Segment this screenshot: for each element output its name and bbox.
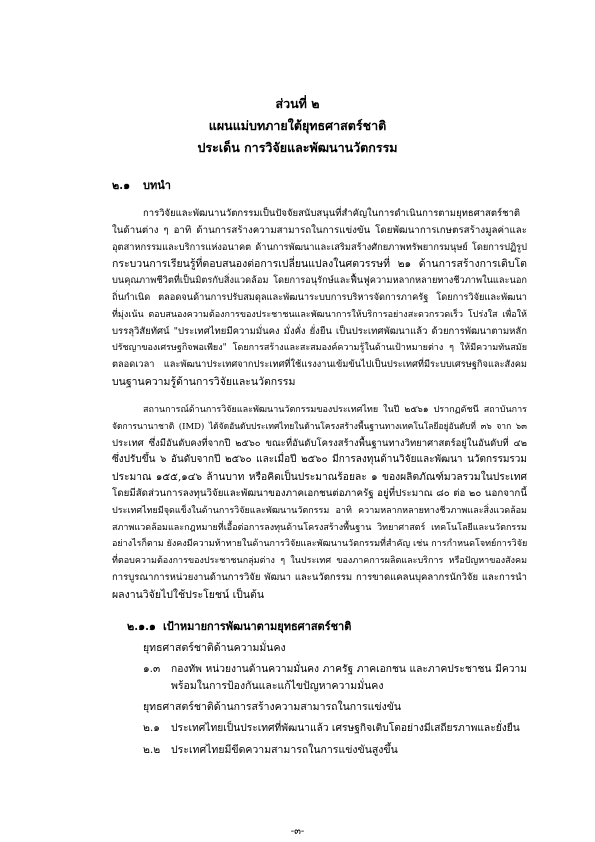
paragraph-line: ที่มุ่งเน้น ตอบสนองความต้องการของประชาชนและพัฒนาการให้บริการอย่างสะดวกรวดเร็ว โปร่งใส เพื่อให้ bbox=[112, 309, 527, 320]
document-title: แผนแม่บทภายใต้ยุทธศาสตร์ชาติ bbox=[208, 118, 387, 133]
section-number: ๒.๑ bbox=[112, 179, 131, 192]
paragraph-line: ในด้านต่าง ๆ อาทิ ด้านการสร้างความสามารถในการแข่งขัน โดยพัฒนาการเกษตรสร้างมูลค่าและ bbox=[112, 224, 527, 236]
page-number: -๓- bbox=[290, 826, 305, 837]
paragraph-line: การวิจัยและพัฒนานวัตกรรมเป็นปัจจัยสนับสนุนที่สำคัญในการดำเนินการตามยุทธศาสตร์ชาติ bbox=[143, 208, 521, 219]
strategy-heading: ยุทธศาสตร์ชาติด้านความมั่นคง bbox=[143, 642, 286, 654]
section-title: บทนำ bbox=[143, 179, 171, 192]
paragraph-line: กระบวนการเรียนรู้ที่ตอบสนองต่อการเปลี่ยนแปลงในศตวรรษที่ ๒๑ ด้านการสร้างการเติบโต bbox=[112, 258, 527, 271]
paragraph-line: บนคุณภาพชีวิตที่เป็นมิตรกับสิ่งแวดล้อม โดยการอนุรักษ์และฟื้นฟูความหลากหลายทางชีวภาพในและนอก bbox=[112, 275, 527, 287]
paragraph-line: การบูรณาการหน่วยงานด้านการวิจัย พัฒนา และนวัตกรรม การขาดแคลนบุคลากรนักวิจัย และการนำ bbox=[112, 571, 527, 583]
target-line: กองทัพ หน่วยงานด้านความมั่นคง ภาครัฐ ภาคเอกชน และภาคประชาชน มีความ bbox=[171, 663, 527, 675]
paragraph-line: ประมาณ ๑๕๕,๑๔๖ ล้านบาท หรือคิดเป็นประมาณร้อยละ ๑ ของผลิตภัณฑ์มวลรวมในประเทศ bbox=[112, 471, 527, 484]
target-line: พร้อมในการป้องกันและแก้ไขปัญหาความมั่นคง bbox=[171, 679, 384, 692]
paragraph-line: บนฐานความรู้ด้านการวิจัยและนวัตกรรม bbox=[112, 375, 296, 388]
paragraph-line: ผลงานวิจัยไปใช้ประโยชน์ เป็นต้น bbox=[112, 588, 264, 601]
target-number: ๒.๑ bbox=[143, 722, 160, 734]
strategy-heading: ยุทธศาสตร์ชาติด้านการสร้างความสามารถในการแข่งขัน bbox=[143, 701, 402, 713]
section-heading bbox=[112, 177, 527, 194]
paragraph-line: จัดการนานาชาติ (IMD) ได้จัดอันดับประเทศไทยในด้านโครงสร้างพื้นฐานทางเทคโนโลยีอยู่อันดับที่ ๓๖ จาก ๖๓ bbox=[112, 421, 527, 432]
paragraph-line: ประเทศ ซึ่งมีอันดับคงที่จากปี ๒๕๖๐ ขณะที่อันดับโครงสร้างพื้นฐานทางวิทยาศาสตร์อยู่ในอันดับที่ ๔๒ bbox=[112, 437, 527, 449]
target-item bbox=[143, 742, 527, 759]
target-line: ประเทศไทยมีขีดความสามารถในการแข่งขันสูงขึ้น bbox=[171, 744, 398, 756]
target-number: ๒.๒ bbox=[143, 744, 161, 756]
document-subtitle: ประเด็น การวิจัยและพัฒนานวัตกรรม bbox=[197, 140, 398, 155]
paragraph-line: ถิ่นกำเนิด ตลอดจนด้านการปรับสมดุลและพัฒนาระบบการบริหารจัดการภาครัฐ โดยการวิจัยและพัฒนา bbox=[112, 291, 527, 303]
part-label: ส่วนที่ ๒ bbox=[275, 96, 320, 111]
paragraph-line: ประเทศไทยมีจุดแข็งในด้านการวิจัยและพัฒนานวัตกรรม อาทิ ความหลากหลายทางชีวภาพและสิ่งแวดล้อม bbox=[112, 505, 527, 516]
target-item bbox=[143, 661, 527, 695]
subsection-title: เป้าหมายการพัฒนาตามยุทธศาสตร์ชาติ bbox=[163, 620, 352, 633]
paragraph-line: ตลอดเวลา และพัฒนาประเทศจากประเทศที่ใช้แรงงานเข้มข้นไปเป็นประเทศที่มีระบบเศรษฐกิจและสังคม bbox=[112, 359, 527, 371]
subsection-number: ๒.๑.๑ bbox=[127, 620, 156, 633]
paragraph-line: บรรลุวิสัยทัศน์ "ประเทศไทยมีความมั่นคง มั่งคั่ง ยั่งยืน เป็นประเทศพัฒนาแล้ว ด้วยการพัฒนาตามหลัก bbox=[112, 325, 527, 337]
target-item bbox=[143, 720, 527, 737]
paragraph-line: ที่ตอบความต้องการของประชาชนกลุ่มต่าง ๆ ในประเทศ ของภาคการผลิตและบริการ หรือปัญหาของสังคม bbox=[112, 556, 527, 567]
paragraph-line: สถานการณ์ด้านการวิจัยและพัฒนานวัตกรรมของประเทศไทย ในปี ๒๕๖๑ ปรากฏดัชนี สถาบันการ bbox=[143, 405, 527, 415]
paragraph bbox=[112, 402, 527, 604]
paragraph-line: ซึ่งปรับขึ้น ๖ อันดับจากปี ๒๕๖๐ และเมื่อปี ๒๕๖๐ มีการลงทุนด้านวิจัยและพัฒนา นวัตกรรมรวม bbox=[112, 454, 527, 466]
paragraph-line: อุตสาหกรรมและบริการแห่งอนาคต ด้านการพัฒนาและเสริมสร้างศักยภาพทรัพยากรมนุษย์ โดยการปฏิรูป bbox=[112, 241, 527, 253]
paragraph-line: ปรัชญาของเศรษฐกิจพอเพียง" โดยการสร้างและสะสมองค์ความรู้ในด้านเป้าหมายต่าง ๆ ให้มีความทันสมัย bbox=[112, 343, 527, 354]
paragraph-line: โดยมีสัดส่วนการลงทุนวิจัยและพัฒนาของภาคเอกชนต่อภาครัฐ อยู่ที่ประมาณ ๘๐ ต่อ ๒๐ นอกจากนี้ bbox=[112, 487, 527, 499]
paragraph-line: สภาพแวดล้อมและกฎหมายที่เอื้อต่อการลงทุนด้านโครงสร้างพื้นฐาน วิทยาศาสตร์ เทคโนโลยีและนวัตกรรม bbox=[112, 522, 527, 533]
target-number: ๑.๓ bbox=[143, 663, 161, 675]
target-line: ประเทศไทยเป็นประเทศที่พัฒนาแล้ว เศรษฐกิจเติบโตอย่างมีเสถียรภาพและยั่งยืน bbox=[171, 722, 520, 734]
paragraph-line: อย่างไรก็ตาม ยังคงมีความท้าทายในด้านการวิจัยและพัฒนานวัตกรรมที่สำคัญ เช่น การกำหนดโจทย์การวิจัย bbox=[112, 539, 527, 550]
subsection-heading bbox=[127, 618, 527, 635]
paragraph bbox=[112, 206, 527, 391]
